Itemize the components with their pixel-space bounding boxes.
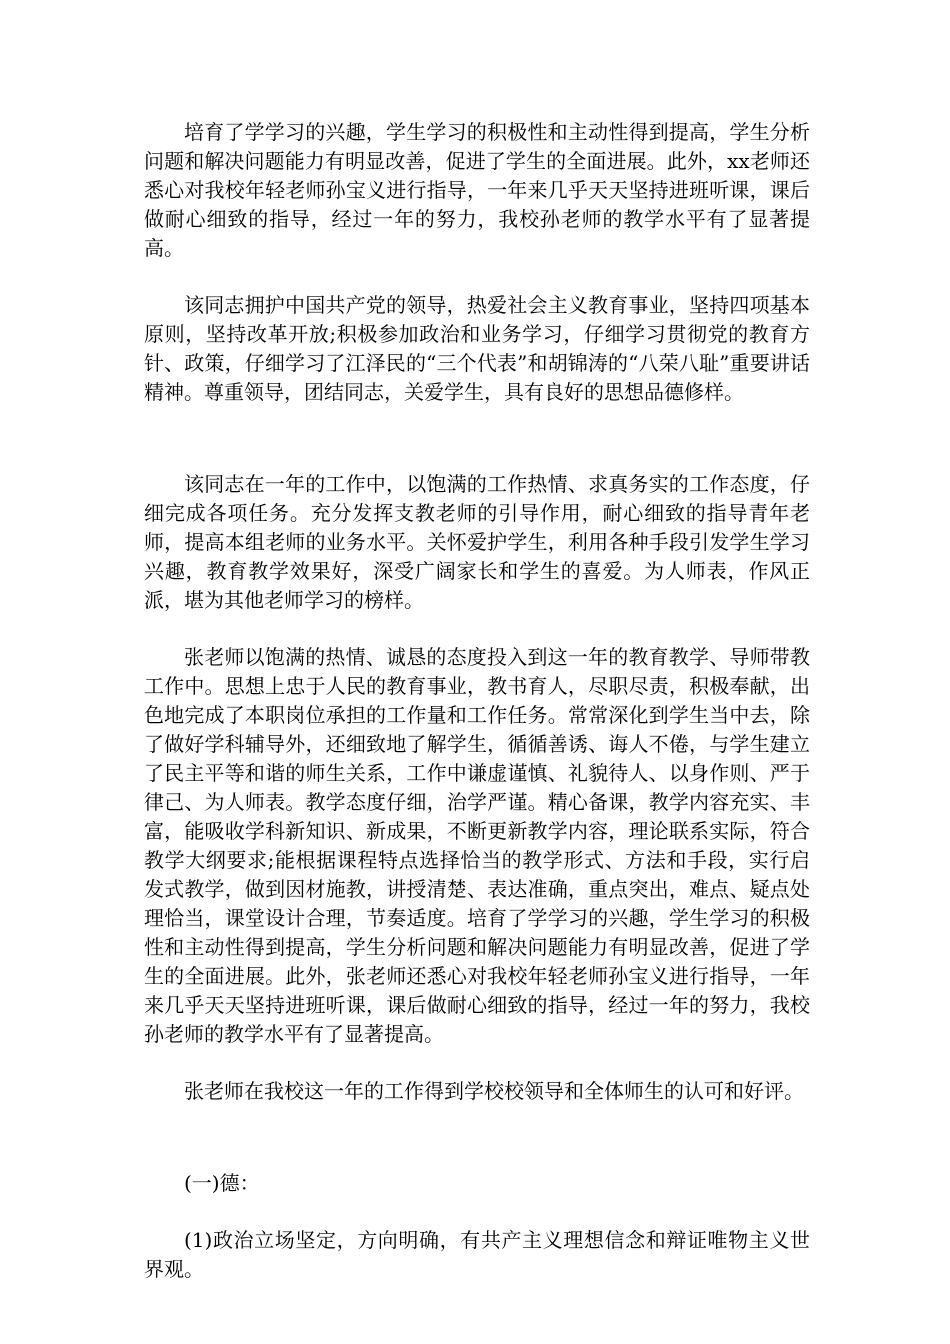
- paragraph-7: (1)政治立场坚定，方向明确，有共产主义理想信念和辩证唯物主义世界观。: [144, 1228, 810, 1281]
- paragraph-2: 该同志拥护中国共产党的领导，热爱社会主义教育事业，坚持四项基本原则，坚持改革开放;积极参加政治和业务学习，仔细学习贯彻党的教育方针、政策，仔细学习了江泽民的“三个代表”和胡锦涛的“八荣八耻”重要讲话精神。尊重领导，团结同志，关爱学生，具有良好的思想品德修样。: [144, 293, 810, 404]
- document-page: [144, 118, 810, 1284]
- paragraph-4: 张老师以饱满的热情、诚恳的态度投入到这一年的教育教学、导师带教工作中。思想上忠于人民的教育事业，教书育人，尽职尽责，积极奉献，出色地完成了本职岗位承担的工作量和工作任务。常常深化到学生当中去，除了做好学科辅导外，还细致地了解学生，循循善诱、诲人不倦，与学生建立了民主平等和谐的师生关系，工作中谦虚谨慎、礼貌待人、以身作则、严于律己、为人师表。教学态度仔细，治学严谨。精心备课，教学内容充实、丰富，能吸收学科新知识、新成果，不断更新教学内容，理论联系实际，符合教学大纲要求;能根据课程特点选择恰当的教学形式、方法和手段，实行启发式教学，做到因材施教，讲授清楚、表达准确，重点突出，难点、疑点处理恰当，课堂设计合理，节奏适度。培育了学学习的兴趣，学生学习的积极性和主动性得到提高，学生分析问题和解决问题能力有明显改善，促进了学生的全面进展。此外，张老师还悉心对我校年轻老师孙宝义进行指导，一年来几乎天天坚持进班听课，课后做耐心细致的指导，经过一年的努力，我校孙老师的教学水平有了显著提高。: [144, 645, 810, 1046]
- paragraph-3: 该同志在一年的工作中，以饱满的工作热情、求真务实的工作态度，仔细完成各项任务。充分发挥支教老师的引导作用，耐心细致的指导青年老师，提高本组老师的业务水平。关怀爱护学生，利用各种手段引发学生学习兴趣，教育教学效果好，深受广阔家长和学生的喜爱。为人师表，作风正派，堪为其他老师学习的榜样。: [144, 472, 810, 612]
- section-heading-de: (一)德：: [184, 1171, 260, 1195]
- paragraph-1: 培育了学学习的兴趣，学生学习的积极性和主动性得到提高，学生分析问题和解决问题能力有明显改善，促进了学生的全面进展。此外，xx老师还悉心对我校年轻老师孙宝义进行指导，一年来几乎天天坚持进班听课，课后做耐心细致的指导，经过一年的努力，我校孙老师的教学水平有了显著提高。: [144, 120, 810, 260]
- paragraph-5: 张老师在我校这一年的工作得到学校校领导和全体师生的认可和好评。: [184, 1079, 804, 1103]
